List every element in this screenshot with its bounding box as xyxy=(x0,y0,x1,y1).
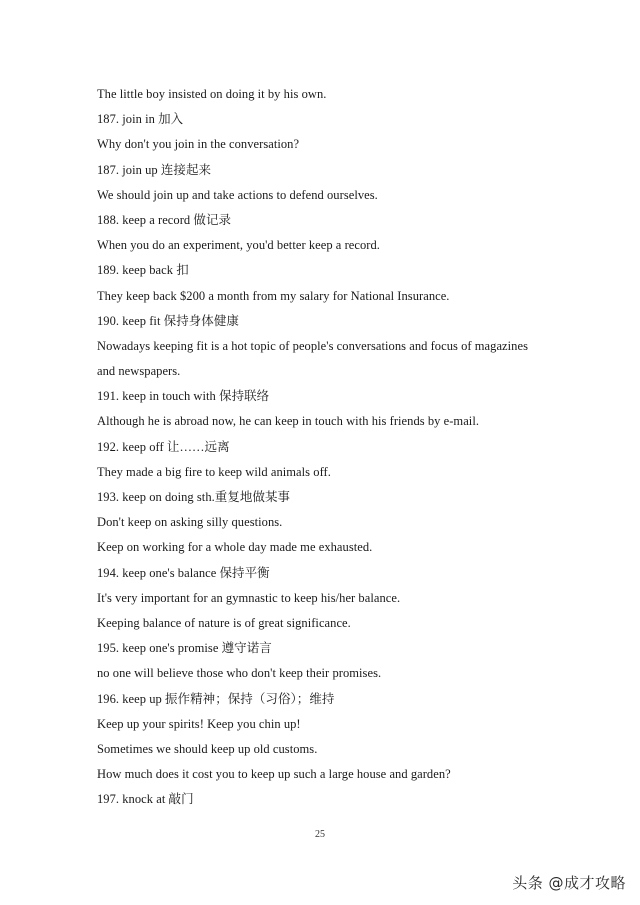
text-line: The little boy insisted on doing it by his own. xyxy=(97,87,327,101)
example-sentence: It's very important for an gymnastic to keep his/her balance. xyxy=(97,590,401,605)
text-body xyxy=(97,82,577,812)
example-sentence: They keep back $200 a month from my salary for National Insurance. xyxy=(97,288,450,303)
entry-heading: 196. keep up 振作精神；保持（习俗）；维持 xyxy=(97,691,335,706)
entry-heading: 187. join in 加入 xyxy=(97,112,184,127)
example-sentence: They made a big fire to keep wild animals off. xyxy=(97,464,331,479)
entry-heading: 189. keep back 扣 xyxy=(97,263,189,278)
entry-heading: 191. keep in touch with 保持联络 xyxy=(97,389,270,404)
example-sentence: How much does it cost you to keep up such a large house and garden? xyxy=(97,767,451,782)
example-sentence: Why don't you join in the conversation? xyxy=(97,137,300,152)
example-sentence: Nowadays keeping fit is a hot topic of people's conversations and focus of magazines xyxy=(97,338,528,353)
watermark: 头条 @成才攻略 xyxy=(512,874,626,892)
entry-heading: 190. keep fit 保持身体健康 xyxy=(97,313,239,328)
example-sentence: When you do an experiment, you'd better keep a record. xyxy=(97,238,380,253)
example-sentence: Keep up your spirits! Keep you chin up! xyxy=(97,716,301,731)
entry-heading: 194. keep one's balance 保持平衡 xyxy=(97,565,270,580)
example-sentence: Sometimes we should keep up old customs. xyxy=(97,741,318,756)
example-sentence-continued: and newspapers. xyxy=(97,364,181,379)
example-sentence: Although he is abroad now, he can keep in touch with his friends by e-mail. xyxy=(97,414,480,429)
entry-heading: 193. keep on doing sth.重复地做某事 xyxy=(97,490,291,504)
entry-heading: 192. keep off 让……远离 xyxy=(97,439,230,454)
page-number: 25 xyxy=(315,829,325,840)
example-sentence: no one will believe those who don't keep their promises. xyxy=(97,666,382,681)
example-sentence: We should join up and take actions to defend ourselves. xyxy=(97,187,378,202)
example-sentence: Keep on working for a whole day made me exhausted. xyxy=(97,540,373,555)
entry-heading: 195. keep one's promise 遵守诺言 xyxy=(97,641,272,656)
entry-heading: 188. keep a record 做记录 xyxy=(97,212,232,227)
example-sentence: Don't keep on asking silly questions. xyxy=(97,515,283,530)
entry-heading: 187. join up 连接起来 xyxy=(97,162,212,177)
entry-heading: 197. knock at 敲门 xyxy=(97,792,194,807)
example-sentence: Keeping balance of nature is of great significance. xyxy=(97,615,351,630)
